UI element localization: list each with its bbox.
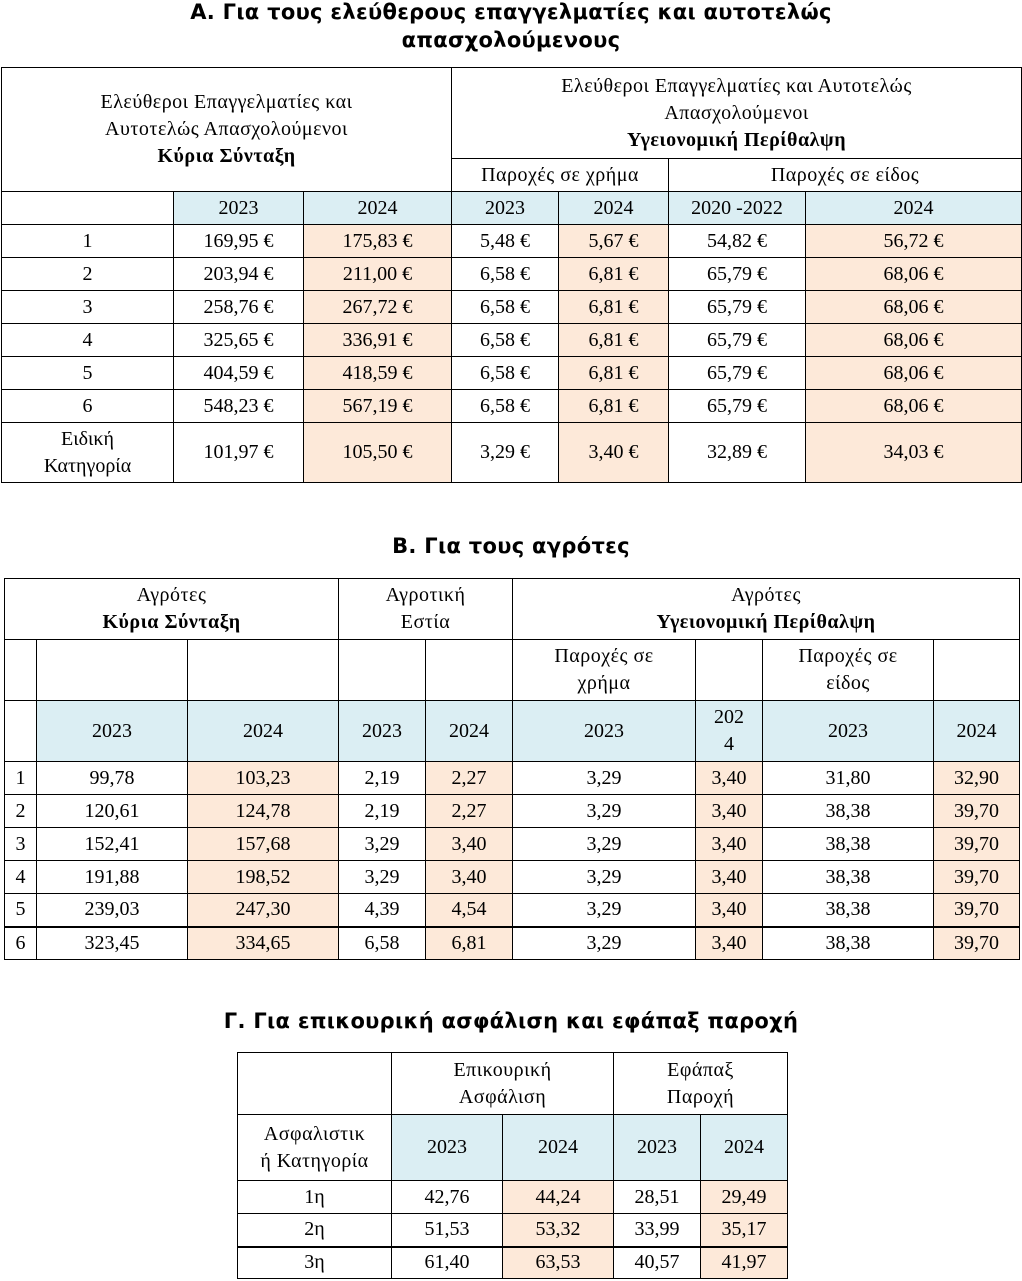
health-care-group-header xyxy=(513,579,1020,640)
in-kind-benefits-header: Παροχές σε είδος xyxy=(669,159,1022,192)
year-cell: 2023 xyxy=(392,1115,503,1181)
year-header-row xyxy=(238,1115,788,1181)
value-cell: 68,06 € xyxy=(806,291,1022,324)
header-line: Παροχές σε xyxy=(554,645,654,667)
empty-cell xyxy=(238,1053,392,1115)
table-row xyxy=(5,762,1020,795)
value-cell: 68,06 € xyxy=(806,357,1022,390)
year-cell: 2024 xyxy=(304,192,452,225)
value-cell: 105,50 € xyxy=(304,423,452,483)
value-cell: 2,19 xyxy=(339,762,426,795)
category-cell: 2 xyxy=(2,258,174,291)
empty-cell xyxy=(339,640,426,701)
category-cell: 2 xyxy=(5,795,37,828)
value-cell: 38,38 xyxy=(763,894,934,927)
special-category-row xyxy=(2,423,1022,483)
year-cell: 2020 -2022 xyxy=(669,192,806,225)
in-kind-benefits-header xyxy=(763,640,934,701)
empty-cell xyxy=(5,640,37,701)
year-header-row xyxy=(2,192,1022,225)
category-cell xyxy=(2,423,174,483)
section-b-title: Β. Για τους αγρότες xyxy=(392,534,630,558)
cash-benefits-header: Παροχές σε χρήμα xyxy=(452,159,669,192)
section-a-title-line2: απασχολούμενους xyxy=(401,28,621,52)
year-header-row xyxy=(5,701,1020,762)
category-line: Κατηγορία xyxy=(43,454,132,477)
agricultural-hearth-group-header xyxy=(339,579,513,640)
value-cell: 3,29 xyxy=(513,861,696,894)
value-cell: 103,23 xyxy=(188,762,339,795)
value-cell: 323,45 xyxy=(37,927,188,960)
header-line: χρήμα xyxy=(577,672,631,694)
value-cell: 63,53 xyxy=(503,1247,614,1279)
table-supplementary xyxy=(237,1052,788,1279)
value-cell: 3,29 xyxy=(513,894,696,927)
header-bold-label: Κύρια Σύνταξη xyxy=(102,611,241,633)
value-cell: 3,40 xyxy=(696,861,763,894)
table-row xyxy=(5,861,1020,894)
header-bold-label: Υγειονομική Περίθαλψη xyxy=(656,611,876,633)
value-cell: 6,81 xyxy=(426,927,513,960)
value-cell: 191,88 xyxy=(37,861,188,894)
main-pension-group-header xyxy=(2,68,452,192)
header-line: Επικουρική xyxy=(453,1058,552,1081)
value-cell: 6,58 € xyxy=(452,291,559,324)
category-cell: 5 xyxy=(5,894,37,927)
value-cell: 32,89 € xyxy=(669,423,806,483)
empty-cell xyxy=(188,640,339,701)
value-cell: 152,41 xyxy=(37,828,188,861)
value-cell: 3,40 € xyxy=(559,423,669,483)
value-cell: 3,40 xyxy=(696,894,763,927)
value-cell: 3,29 xyxy=(513,795,696,828)
value-cell: 211,00 € xyxy=(304,258,452,291)
category-cell: 4 xyxy=(2,324,174,357)
category-cell: 4 xyxy=(5,861,37,894)
value-cell: 548,23 € xyxy=(174,390,304,423)
value-cell: 33,99 xyxy=(614,1214,701,1247)
header-line: Ασφαλιστικ xyxy=(263,1122,366,1145)
value-cell: 39,70 xyxy=(934,894,1020,927)
value-cell: 3,29 xyxy=(339,828,426,861)
value-cell: 29,49 xyxy=(701,1181,788,1214)
value-cell: 3,40 xyxy=(696,927,763,960)
header-line: είδος xyxy=(826,672,870,694)
value-cell: 39,70 xyxy=(934,861,1020,894)
empty-cell xyxy=(5,701,37,762)
value-cell: 6,81 € xyxy=(559,324,669,357)
header-line: Αγροτική xyxy=(385,584,466,606)
header-line: Παροχές σε xyxy=(798,645,898,667)
value-cell: 203,94 € xyxy=(174,258,304,291)
value-cell: 39,70 xyxy=(934,828,1020,861)
value-cell: 567,19 € xyxy=(304,390,452,423)
year-cell-split xyxy=(696,701,763,762)
value-cell: 6,58 xyxy=(339,927,426,960)
empty-cell xyxy=(696,640,763,701)
value-cell: 175,83 € xyxy=(304,225,452,258)
value-cell: 4,39 xyxy=(339,894,426,927)
empty-cell xyxy=(37,640,188,701)
value-cell: 247,30 xyxy=(188,894,339,927)
table-farmers xyxy=(4,578,1020,960)
value-cell: 39,70 xyxy=(934,795,1020,828)
category-line: Ειδική xyxy=(61,427,114,450)
value-cell: 35,17 xyxy=(701,1214,788,1247)
value-cell: 5,67 € xyxy=(559,225,669,258)
value-cell: 6,58 € xyxy=(452,324,559,357)
table-row xyxy=(2,357,1022,390)
value-cell: 65,79 € xyxy=(669,324,806,357)
table-row xyxy=(2,390,1022,423)
empty-cell xyxy=(934,640,1020,701)
table-row xyxy=(2,225,1022,258)
value-cell: 3,29 xyxy=(513,828,696,861)
header-line: Εφάπαξ xyxy=(667,1058,734,1081)
table-row xyxy=(2,324,1022,357)
category-cell: 6 xyxy=(2,390,174,423)
value-cell: 120,61 xyxy=(37,795,188,828)
value-cell: 28,51 xyxy=(614,1181,701,1214)
value-cell: 54,82 € xyxy=(669,225,806,258)
year-cell: 2023 xyxy=(174,192,304,225)
value-cell: 3,40 xyxy=(696,828,763,861)
value-cell: 61,40 xyxy=(392,1247,503,1279)
value-cell: 6,58 € xyxy=(452,258,559,291)
value-cell: 38,38 xyxy=(763,795,934,828)
value-cell: 5,48 € xyxy=(452,225,559,258)
year-fragment: 4 xyxy=(724,733,734,755)
empty-cell xyxy=(426,640,513,701)
value-cell: 239,03 xyxy=(37,894,188,927)
table-row xyxy=(2,258,1022,291)
value-cell: 334,65 xyxy=(188,927,339,960)
header-line: Ελεύθεροι Επαγγελματίες και Αυτοτελώς xyxy=(561,74,912,97)
value-cell: 2,27 xyxy=(426,795,513,828)
value-cell: 6,58 € xyxy=(452,390,559,423)
category-cell: 2η xyxy=(238,1214,392,1247)
section-c-title: Γ. Για επικουρική ασφάλιση και εφάπαξ παροχή xyxy=(223,1009,799,1033)
value-cell: 3,29 xyxy=(339,861,426,894)
value-cell: 6,81 € xyxy=(559,291,669,324)
table-row xyxy=(5,894,1020,927)
value-cell: 267,72 € xyxy=(304,291,452,324)
year-cell: 2023 xyxy=(614,1115,701,1181)
value-cell: 3,29 € xyxy=(452,423,559,483)
value-cell: 124,78 xyxy=(188,795,339,828)
main-pension-group-header xyxy=(5,579,339,640)
value-cell: 38,38 xyxy=(763,927,934,960)
value-cell: 169,95 € xyxy=(174,225,304,258)
header-line: Αγρότες xyxy=(731,584,801,606)
value-cell: 325,65 € xyxy=(174,324,304,357)
value-cell: 40,57 xyxy=(614,1247,701,1279)
value-cell: 65,79 € xyxy=(669,390,806,423)
value-cell: 198,52 xyxy=(188,861,339,894)
value-cell: 3,40 xyxy=(696,762,763,795)
year-cell: 2024 xyxy=(559,192,669,225)
table-self-employed xyxy=(1,67,1022,483)
value-cell: 3,40 xyxy=(696,795,763,828)
empty-cell xyxy=(2,192,174,225)
value-cell: 32,90 xyxy=(934,762,1020,795)
health-care-group-header xyxy=(452,68,1022,159)
table-row xyxy=(5,927,1020,960)
year-cell: 2023 xyxy=(513,701,696,762)
value-cell: 4,54 xyxy=(426,894,513,927)
table-row xyxy=(2,291,1022,324)
year-cell: 2023 xyxy=(339,701,426,762)
value-cell: 3,40 xyxy=(426,828,513,861)
insurance-category-header xyxy=(238,1115,392,1181)
value-cell: 42,76 xyxy=(392,1181,503,1214)
lump-sum-header xyxy=(614,1053,788,1115)
value-cell: 2,19 xyxy=(339,795,426,828)
year-fragment: 202 xyxy=(714,706,744,728)
value-cell: 99,78 xyxy=(37,762,188,795)
value-cell: 404,59 € xyxy=(174,357,304,390)
value-cell: 65,79 € xyxy=(669,357,806,390)
value-cell: 3,29 xyxy=(513,927,696,960)
table-row xyxy=(238,1181,788,1214)
header-line: Αγρότες xyxy=(136,584,207,606)
table-row xyxy=(238,1247,788,1279)
category-cell: 1η xyxy=(238,1181,392,1214)
category-cell: 3 xyxy=(2,291,174,324)
header-line: ή Κατηγορία xyxy=(260,1149,369,1172)
header-bold-label: Κύρια Σύνταξη xyxy=(157,145,296,167)
year-cell: 2023 xyxy=(37,701,188,762)
year-cell: 2023 xyxy=(763,701,934,762)
header-bold-label: Υγειονομική Περίθαλψη xyxy=(626,128,847,151)
value-cell: 34,03 € xyxy=(806,423,1022,483)
value-cell: 68,06 € xyxy=(806,258,1022,291)
category-cell: 5 xyxy=(2,357,174,390)
value-cell: 44,24 xyxy=(503,1181,614,1214)
cash-benefits-header xyxy=(513,640,696,701)
value-cell: 56,72 € xyxy=(806,225,1022,258)
year-cell: 2024 xyxy=(806,192,1022,225)
value-cell: 38,38 xyxy=(763,861,934,894)
table-row xyxy=(238,1214,788,1247)
category-cell: 3η xyxy=(238,1247,392,1279)
value-cell: 6,81 € xyxy=(559,357,669,390)
value-cell: 418,59 € xyxy=(304,357,452,390)
value-cell: 51,53 xyxy=(392,1214,503,1247)
value-cell: 68,06 € xyxy=(806,390,1022,423)
value-cell: 38,38 xyxy=(763,828,934,861)
year-cell: 2024 xyxy=(188,701,339,762)
value-cell: 6,81 € xyxy=(559,390,669,423)
value-cell: 6,58 € xyxy=(452,357,559,390)
category-cell: 3 xyxy=(5,828,37,861)
category-cell: 1 xyxy=(2,225,174,258)
year-cell: 2023 xyxy=(452,192,559,225)
category-cell: 6 xyxy=(5,927,37,960)
value-cell: 53,32 xyxy=(503,1214,614,1247)
table-row xyxy=(5,828,1020,861)
header-line: Εστία xyxy=(400,611,451,633)
value-cell: 65,79 € xyxy=(669,258,806,291)
year-cell: 2024 xyxy=(426,701,513,762)
value-cell: 68,06 € xyxy=(806,324,1022,357)
table-row xyxy=(5,795,1020,828)
value-cell: 157,68 xyxy=(188,828,339,861)
year-cell: 2024 xyxy=(503,1115,614,1181)
value-cell: 3,29 xyxy=(513,762,696,795)
value-cell: 41,97 xyxy=(701,1247,788,1279)
value-cell: 6,81 € xyxy=(559,258,669,291)
value-cell: 39,70 xyxy=(934,927,1020,960)
header-line: Παροχή xyxy=(666,1085,735,1108)
value-cell: 336,91 € xyxy=(304,324,452,357)
value-cell: 258,76 € xyxy=(174,291,304,324)
section-a-title xyxy=(0,0,1022,54)
value-cell: 65,79 € xyxy=(669,291,806,324)
header-line: Ασφάλιση xyxy=(458,1085,547,1108)
year-cell: 2024 xyxy=(934,701,1020,762)
year-cell: 2024 xyxy=(701,1115,788,1181)
value-cell: 3,40 xyxy=(426,861,513,894)
header-line: Απασχολούμενοι xyxy=(664,101,809,124)
header-line: Ελεύθεροι Επαγγελματίες και xyxy=(100,91,353,113)
header-line: Αυτοτελώς Απασχολούμενοι xyxy=(105,118,348,140)
supplementary-insurance-header xyxy=(392,1053,614,1115)
value-cell: 31,80 xyxy=(763,762,934,795)
category-cell: 1 xyxy=(5,762,37,795)
value-cell: 2,27 xyxy=(426,762,513,795)
value-cell: 101,97 € xyxy=(174,423,304,483)
section-a-title-line1: Α. Για τους ελεύθερους επαγγελματίες και αυτοτελώς xyxy=(190,0,832,24)
